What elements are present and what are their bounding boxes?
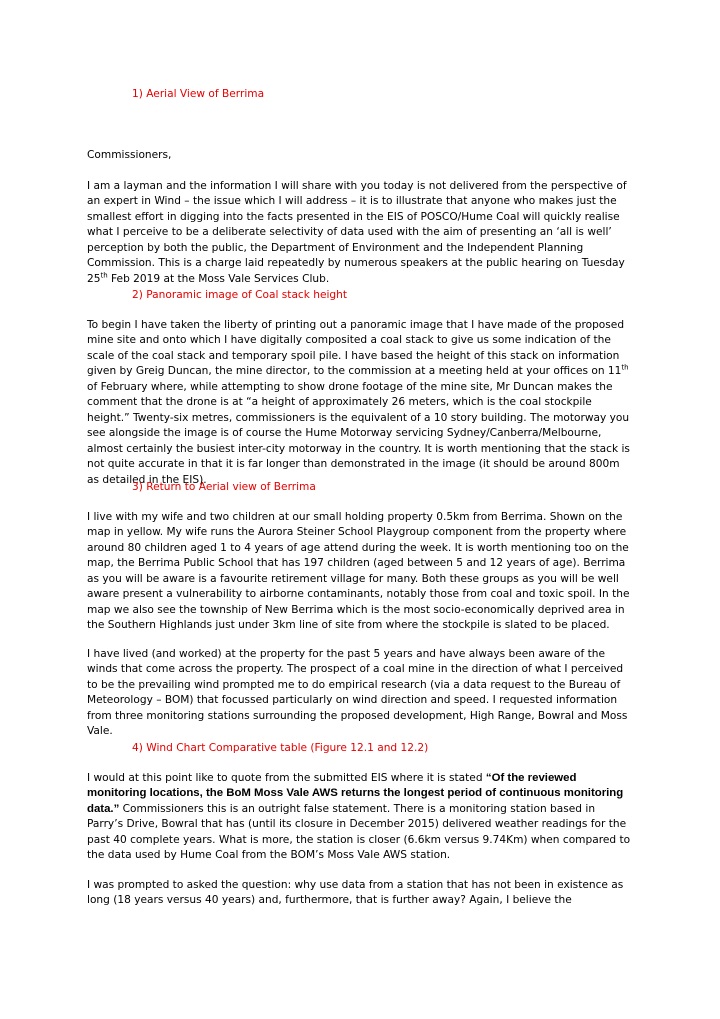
paragraph-intro <box>87 179 632 287</box>
salutation: Commissioners, <box>87 149 172 161</box>
paragraph-coal-stack-text: To begin I have taken the liberty of printing out a panoramic image that I have made of the proposed mine site and onto which I have digitally composited a coal stack to give us some indication of the scale of the coal stack and temporary spoil pile. I have based the height of this stack on information given by Greig Duncan, the mine director, to the commission at a meeting held at your offices on 11 <box>87 319 625 378</box>
paragraph-eis-quote-lead: I would at this point like to quote from the submitted EIS where it is stated <box>87 772 486 784</box>
paragraph-eis-quote <box>87 771 632 864</box>
paragraph-coal-stack <box>87 318 632 488</box>
paragraph-eis-quote-rest: Commissioners this is an outright false statement. There is a monitoring station based in Parry’s Drive, Bowral that has (until its closure in December 2015) delivered weather readings for the past 40 complete years. What is more, the station is closer (6.6km versus 9.74Km) when compared to the data used by Hume Coal from the BOM’s Moss Vale AWS station. <box>87 802 631 862</box>
heading-aerial-view: 1) Aerial View of Berrima <box>132 88 265 100</box>
eis-quote: “Of the reviewed monitoring locations, the BoM Moss Vale AWS returns the longest period of continuous monitoring data.” <box>87 772 624 815</box>
heading-panoramic-image: 2) Panoramic image of Coal stack height <box>132 289 348 301</box>
heading-return-aerial: 3) Return to Aerial view of Berrima <box>132 481 316 493</box>
paragraph-intro-end: Feb 2019 at the Moss Vale Services Club. <box>107 272 330 285</box>
paragraph-question: I was prompted to asked the question: why use data from a station that has not been in existence as long (18 years versus 40 years) and, furthermore, that is further away? Again, I believe the <box>87 879 624 907</box>
superscript-th: th <box>621 363 629 372</box>
superscript-th: th <box>100 271 108 280</box>
heading-wind-chart: 4) Wind Chart Comparative table (Figure 12.1 and 12.2) <box>132 742 429 754</box>
paragraph-coal-stack-end: of February where, while attempting to show drone footage of the mine site, Mr Duncan makes the comment that the drone is at “a height of approximately 26 meters, which is the coal stockpile height.” Twenty-six metres, commissioners is the equivalent of a 10 story building. The motorway you see alongside the image is of course the Hume Motorway servicing Sydney/Canberra/Melbourne, almost certainly the busiest inter-city motorway in the country. It is worth mentioning that the stack is not quite accurate in that it is far longer than demonstrated in the image (it should be around 800m as detailed in the EIS). <box>87 380 630 486</box>
paragraph-property: I live with my wife and two children at our small holding property 0.5km from Berrima. Shown on the map in yellow. My wife runs the Aurora Steiner School Playgroup component from the property where around 80 children aged 1 to 4 years of age attend during the week. It is worth mentioning too on the map, the Berrima Public School that has 197 children (aged between 5 and 12 years of age). Berrima as you will be aware is a favourite retirement village for many. Both these groups as you will be well aware present a vulnerability to airborne contaminants, notably those from coal and toxic spoil. In the map we also see the township of New Berrima which is the most socio-economically deprived area in the Southern Highlands just under 3km line of site from where the stockpile is slated to be placed. <box>87 511 630 632</box>
paragraph-wind-research: I have lived (and worked) at the property for the past 5 years and have always been aware of the winds that come across the property. The prospect of a coal mine in the direction of what I perceived to be the prevailing wind prompted me to do empirical research (via a data request to the Bureau of Meteorology – BOM) that focussed particularly on wind direction and speed. I requested information from three monitoring stations surrounding the proposed development, High Range, Bowral and Moss Vale. <box>87 648 628 738</box>
paragraph-intro-text: I am a layman and the information I will share with you today is not delivered from the perspective of an expert in Wind – the issue which I will address – it is to illustrate that anyone who makes just the smallest effort in digging into the facts presented in the EIS of POSCO/Hume Coal will quickly realise what I perceive to be a deliberate selectivity of data used with the aim of presenting an ‘all is well’ perception by both the public, the Department of Environment and the Independent Planning Commission. This is a charge laid repeatedly by numerous speakers at the public hearing on Tuesday 25 <box>87 180 627 285</box>
